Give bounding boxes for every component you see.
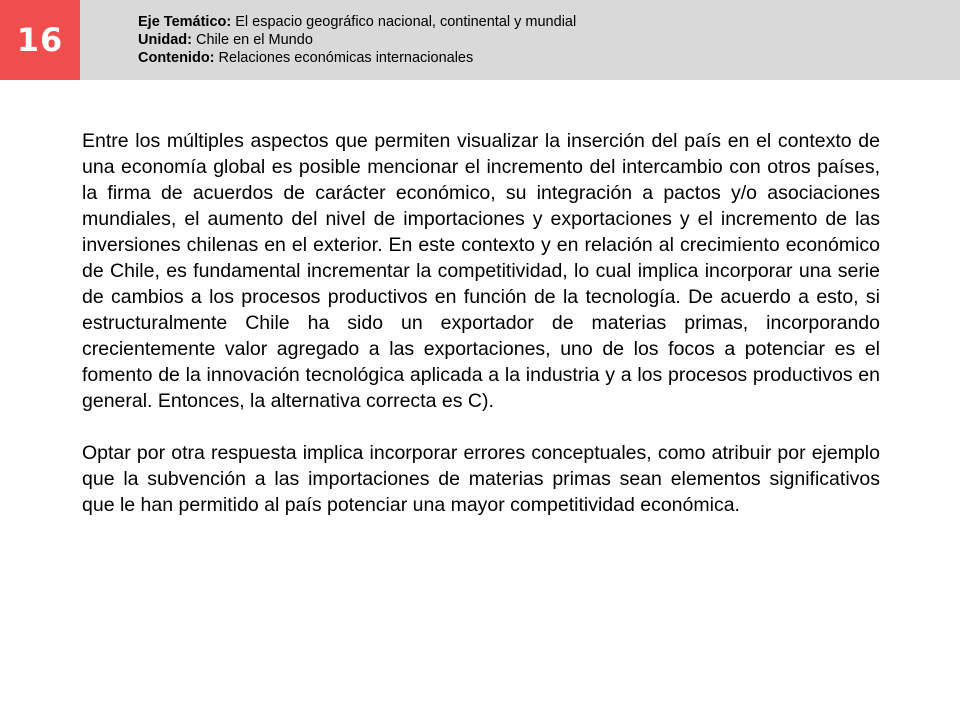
- question-number-box: [0, 0, 80, 80]
- meta-label-contenido: Contenido:: [138, 50, 215, 66]
- paragraph-2: Optar por otra respuesta implica incorporar errores conceptuales, como atribuir por ejemplo que la subvención a las importaciones de materias primas sean elementos significativos que le han permitido al país potenciar una mayor competitividad económica.: [82, 442, 880, 516]
- meta-value-unidad: Chile en el Mundo: [196, 32, 313, 48]
- meta-label-eje: Eje Temático:: [138, 14, 232, 30]
- meta-value-eje: El espacio geográfico nacional, continental y mundial: [235, 14, 577, 30]
- paragraph-1: Entre los múltiples aspectos que permiten visualizar la inserción del país en el contexto de una economía global es posible mencionar el incremento del intercambio con otros países, la firma de acuerdos de carácter económico, su integración a pactos y/o asociaciones mundiales, el aumento del nivel de importaciones y exportaciones y el incremento de las inversiones chilenas en el exterior. En este contexto y en relación al crecimiento económico de Chile, es fundamental incrementar la competitividad, lo cual implica incorporar una serie de cambios a los procesos productivos en función de la tecnología. De acuerdo a esto, si estructuralmente Chile ha sido un exportador de materias primas, incorporando crecientemente valor agregado a las exportaciones, uno de los focos a potenciar es el fomento de la innovación tecnológica aplicada a la industria y a los procesos productivos en general. Entonces, la alternativa correcta es C).: [82, 130, 880, 412]
- meta-row-contenido: [138, 49, 576, 67]
- meta-row-unidad: [138, 31, 576, 49]
- meta-value-contenido: Relaciones económicas internacionales: [218, 50, 474, 66]
- header-band: [0, 0, 960, 80]
- meta-row-eje: [138, 13, 576, 31]
- meta-label-unidad: Unidad:: [138, 32, 192, 48]
- explanation-content: [82, 128, 880, 518]
- header-meta: [138, 13, 576, 67]
- question-number: 16: [16, 21, 64, 59]
